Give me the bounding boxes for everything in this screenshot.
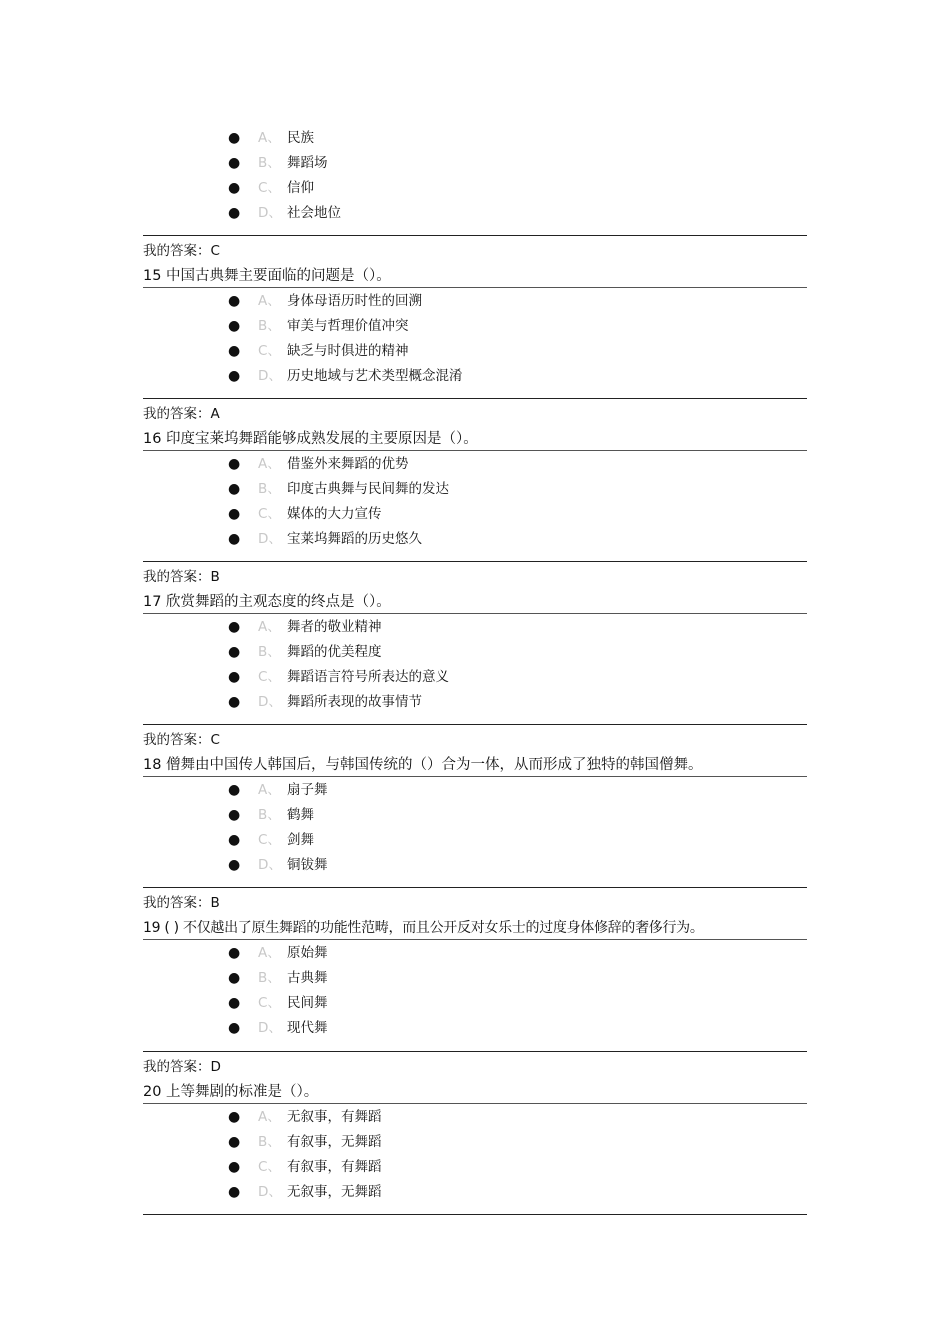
bullet-icon: ● xyxy=(228,1159,241,1175)
option-text: 剑舞 xyxy=(287,832,314,848)
answer-value: C xyxy=(210,732,220,748)
answer-value: B xyxy=(210,895,220,911)
bullet-icon: ● xyxy=(228,1109,241,1125)
bullet-icon: ● xyxy=(228,970,241,986)
option-text: 有叙事，有舞蹈 xyxy=(287,1159,382,1175)
my-answer xyxy=(143,1057,221,1077)
answer-value: B xyxy=(210,569,220,585)
option-text: 审美与哲理价值冲突 xyxy=(287,318,409,334)
option-letter: A、 xyxy=(258,456,281,472)
my-answer xyxy=(143,893,220,913)
bullet-icon: ● xyxy=(228,669,241,685)
bullet-icon: ● xyxy=(228,506,241,522)
bullet-icon: ● xyxy=(228,180,241,196)
option-text: 民族 xyxy=(287,130,314,146)
option-text: 缺乏与时俱进的精神 xyxy=(287,343,409,359)
question-text: 19 ( ) 不仅越出了原生舞蹈的功能性范畴，而且公开反对女乐士的过度身体修辞的奢侈行为。 xyxy=(143,917,807,940)
bullet-icon: ● xyxy=(228,456,241,472)
option-text: 原始舞 xyxy=(287,945,328,961)
question-text: 20 上等舞剧的标准是（）。 xyxy=(143,1081,807,1104)
option-letter: A、 xyxy=(258,130,281,146)
my-answer xyxy=(143,241,220,261)
question-text: 16 印度宝莱坞舞蹈能够成熟发展的主要原因是（）。 xyxy=(143,428,807,451)
option-letter: B、 xyxy=(258,155,281,171)
bullet-icon: ● xyxy=(228,1020,241,1036)
option-letter: C、 xyxy=(258,832,281,848)
option-letter: A、 xyxy=(258,782,281,798)
bullet-icon: ● xyxy=(228,857,241,873)
bullet-icon: ● xyxy=(228,205,241,221)
bullet-icon: ● xyxy=(228,807,241,823)
answer-label: 我的答案： xyxy=(143,895,211,911)
bullet-icon: ● xyxy=(228,1134,241,1150)
option-letter: B、 xyxy=(258,318,281,334)
option-letter: D、 xyxy=(258,857,282,873)
bullet-icon: ● xyxy=(228,130,241,146)
section-divider xyxy=(143,887,807,888)
option-letter: B、 xyxy=(258,644,281,660)
section-divider xyxy=(143,235,807,236)
option-text: 古典舞 xyxy=(287,970,328,986)
section-divider xyxy=(143,561,807,562)
option-text: 媒体的大力宣传 xyxy=(287,506,382,522)
option-letter: D、 xyxy=(258,368,282,384)
answer-value: C xyxy=(210,243,220,259)
answer-label: 我的答案： xyxy=(143,1059,211,1075)
option-letter: A、 xyxy=(258,293,281,309)
option-letter: C、 xyxy=(258,995,281,1011)
answer-label: 我的答案： xyxy=(143,406,211,422)
bullet-icon: ● xyxy=(228,343,241,359)
option-text: 历史地域与艺术类型概念混淆 xyxy=(287,368,463,384)
question-text: 17 欣赏舞蹈的主观态度的终点是（）。 xyxy=(143,591,807,614)
option-letter: C、 xyxy=(258,180,281,196)
bullet-icon: ● xyxy=(228,293,241,309)
option-letter: B、 xyxy=(258,807,281,823)
option-letter: A、 xyxy=(258,945,281,961)
option-letter: A、 xyxy=(258,619,281,635)
answer-label: 我的答案： xyxy=(143,732,211,748)
option-text: 舞蹈所表现的故事情节 xyxy=(287,694,422,710)
option-text: 舞者的敬业精神 xyxy=(287,619,382,635)
section-divider xyxy=(143,398,807,399)
option-text: 舞蹈场 xyxy=(287,155,328,171)
option-text: 舞蹈语言符号所表达的意义 xyxy=(287,669,449,685)
option-letter: D、 xyxy=(258,1020,282,1036)
bullet-icon: ● xyxy=(228,318,241,334)
option-text: 借鉴外来舞蹈的优势 xyxy=(287,456,409,472)
my-answer xyxy=(143,567,220,587)
answer-label: 我的答案： xyxy=(143,569,211,585)
question-text: 15 中国古典舞主要面临的问题是（）。 xyxy=(143,265,807,288)
bullet-icon: ● xyxy=(228,155,241,171)
option-letter: D、 xyxy=(258,531,282,547)
option-text: 无叙事，有舞蹈 xyxy=(287,1109,382,1125)
option-letter: D、 xyxy=(258,1184,282,1200)
option-text: 扇子舞 xyxy=(287,782,328,798)
option-letter: B、 xyxy=(258,970,281,986)
option-text: 有叙事，无舞蹈 xyxy=(287,1134,382,1150)
option-text: 现代舞 xyxy=(287,1020,328,1036)
option-text: 无叙事，无舞蹈 xyxy=(287,1184,382,1200)
bullet-icon: ● xyxy=(228,995,241,1011)
option-text: 社会地位 xyxy=(287,205,341,221)
option-text: 民间舞 xyxy=(287,995,328,1011)
option-text: 铜钹舞 xyxy=(287,857,328,873)
section-divider xyxy=(143,724,807,725)
answer-value: D xyxy=(210,1059,221,1075)
my-answer xyxy=(143,404,220,424)
bullet-icon: ● xyxy=(228,619,241,635)
option-letter: D、 xyxy=(258,694,282,710)
option-text: 舞蹈的优美程度 xyxy=(287,644,382,660)
section-divider xyxy=(143,1214,807,1215)
option-letter: C、 xyxy=(258,1159,281,1175)
bullet-icon: ● xyxy=(228,694,241,710)
option-letter: C、 xyxy=(258,669,281,685)
bullet-icon: ● xyxy=(228,782,241,798)
section-divider xyxy=(143,1051,807,1052)
bullet-icon: ● xyxy=(228,832,241,848)
bullet-icon: ● xyxy=(228,481,241,497)
option-letter: D、 xyxy=(258,205,282,221)
option-letter: A、 xyxy=(258,1109,281,1125)
option-text: 印度古典舞与民间舞的发达 xyxy=(287,481,449,497)
question-text: 18 僧舞由中国传人韩国后，与韩国传统的（）合为一体，从而形成了独特的韩国僧舞。 xyxy=(143,754,807,777)
bullet-icon: ● xyxy=(228,368,241,384)
option-text: 鹤舞 xyxy=(287,807,314,823)
bullet-icon: ● xyxy=(228,1184,241,1200)
answer-value: A xyxy=(210,406,220,422)
bullet-icon: ● xyxy=(228,644,241,660)
option-text: 身体母语历时性的回溯 xyxy=(287,293,422,309)
option-letter: C、 xyxy=(258,506,281,522)
answer-label: 我的答案： xyxy=(143,243,211,259)
option-letter: B、 xyxy=(258,481,281,497)
option-text: 宝莱坞舞蹈的历史悠久 xyxy=(287,531,422,547)
my-answer xyxy=(143,730,220,750)
option-letter: C、 xyxy=(258,343,281,359)
bullet-icon: ● xyxy=(228,531,241,547)
bullet-icon: ● xyxy=(228,945,241,961)
option-letter: B、 xyxy=(258,1134,281,1150)
option-text: 信仰 xyxy=(287,180,314,196)
